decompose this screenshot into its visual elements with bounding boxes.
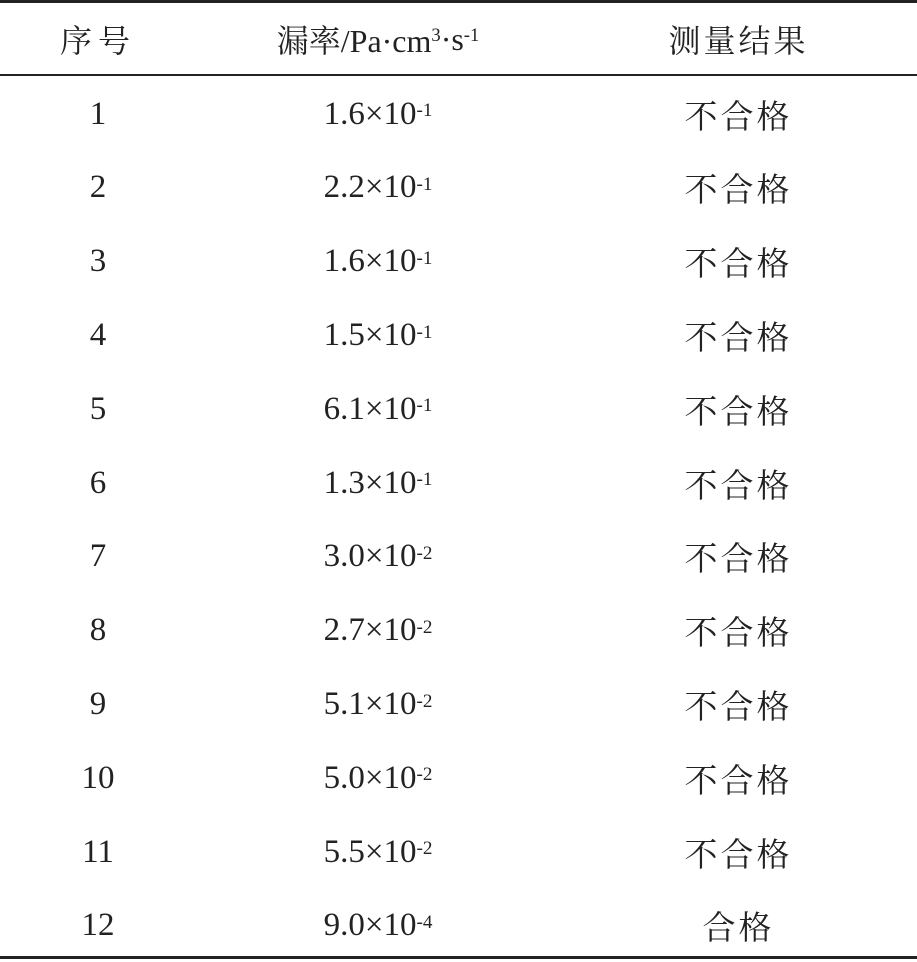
header-leak-rate-text: 漏率/Pa·cm xyxy=(276,23,432,59)
cell-index: 9 xyxy=(89,685,107,722)
cell-leak-rate xyxy=(196,78,560,150)
cell-index: 6 xyxy=(89,464,107,501)
leak-rate-exponent: -1 xyxy=(416,321,433,343)
leak-rate-exponent: -2 xyxy=(416,542,433,564)
leak-rate-mantissa: 5.5×10 xyxy=(323,833,417,870)
table-row xyxy=(0,299,917,371)
leak-rate-exponent: -1 xyxy=(416,395,433,417)
cell-leak-rate xyxy=(196,226,560,298)
leak-rate-exponent: -4 xyxy=(416,911,433,933)
cell-result: 不合格 xyxy=(684,320,793,357)
cell-result: 不合格 xyxy=(684,837,793,874)
cell-result: 不合格 xyxy=(684,394,793,431)
cell-index: 4 xyxy=(89,316,107,353)
leak-rate-mantissa: 1.3×10 xyxy=(323,464,417,501)
cell-result: 不合格 xyxy=(684,542,793,579)
table-row xyxy=(0,226,917,298)
cell-result: 不合格 xyxy=(684,173,793,210)
leak-rate-mantissa: 5.0×10 xyxy=(323,759,417,796)
cell-leak-rate xyxy=(196,447,560,519)
leak-rate-exponent: -2 xyxy=(416,764,433,786)
table-row xyxy=(0,595,917,667)
table-row xyxy=(0,890,917,962)
leak-rate-mantissa: 3.0×10 xyxy=(323,538,417,575)
cell-result: 不合格 xyxy=(684,99,793,136)
cell-leak-rate xyxy=(196,668,560,740)
leak-rate-exponent: -2 xyxy=(416,690,433,712)
header-leak-rate-mid: ·s xyxy=(440,20,464,57)
cell-leak-rate xyxy=(196,595,560,667)
cell-leak-rate xyxy=(196,521,560,593)
leak-rate-exponent: -1 xyxy=(416,173,433,195)
cell-leak-rate xyxy=(196,299,560,371)
leak-rate-mantissa: 2.7×10 xyxy=(323,612,417,649)
cell-index: 5 xyxy=(89,390,107,427)
table-row xyxy=(0,152,917,224)
cell-result: 不合格 xyxy=(684,763,793,800)
leak-rate-mantissa: 1.6×10 xyxy=(323,95,417,132)
cell-result: 不合格 xyxy=(684,616,793,653)
leak-rate-mantissa: 5.1×10 xyxy=(323,685,417,722)
cell-index: 7 xyxy=(89,538,107,575)
cell-result: 不合格 xyxy=(684,247,793,284)
leak-rate-mantissa: 2.2×10 xyxy=(323,169,417,206)
table-row xyxy=(0,742,917,814)
cell-leak-rate xyxy=(196,742,560,814)
top-rule xyxy=(0,0,917,3)
cell-index: 12 xyxy=(81,907,115,944)
leak-rate-mantissa: 9.0×10 xyxy=(323,907,417,944)
cell-result: 合格 xyxy=(702,911,775,948)
cell-result: 不合格 xyxy=(684,689,793,726)
cell-index: 10 xyxy=(81,759,115,796)
leak-rate-exponent: -1 xyxy=(416,469,433,491)
leak-rate-exponent: -1 xyxy=(416,100,433,122)
header-result: 测量结果 xyxy=(668,23,809,59)
cell-leak-rate xyxy=(196,816,560,888)
header-leak-rate-exp1: 3 xyxy=(431,25,441,47)
cell-index: 1 xyxy=(89,95,107,132)
table-row xyxy=(0,816,917,888)
table-row xyxy=(0,373,917,445)
leak-rate-exponent: -2 xyxy=(416,838,433,860)
cell-result: 不合格 xyxy=(684,468,793,505)
leak-rate-exponent: -2 xyxy=(416,616,433,638)
cell-index: 2 xyxy=(89,169,107,206)
header-leak-rate xyxy=(196,4,560,74)
table-row xyxy=(0,668,917,740)
table-row xyxy=(0,447,917,519)
cell-leak-rate xyxy=(196,890,560,962)
header-rule xyxy=(0,74,917,76)
cell-index: 8 xyxy=(89,612,107,649)
cell-leak-rate xyxy=(196,152,560,224)
header-row xyxy=(0,4,917,74)
header-leak-rate-exp2: -1 xyxy=(463,25,480,47)
leak-rate-mantissa: 1.6×10 xyxy=(323,243,417,280)
cell-index: 11 xyxy=(82,833,114,870)
table-row xyxy=(0,78,917,150)
leak-rate-exponent: -1 xyxy=(416,247,433,269)
cell-index: 3 xyxy=(89,243,107,280)
table-row xyxy=(0,521,917,593)
leak-rate-mantissa: 1.5×10 xyxy=(323,316,417,353)
leak-rate-mantissa: 6.1×10 xyxy=(323,390,417,427)
cell-leak-rate xyxy=(196,373,560,445)
header-index: 序号 xyxy=(59,23,136,59)
